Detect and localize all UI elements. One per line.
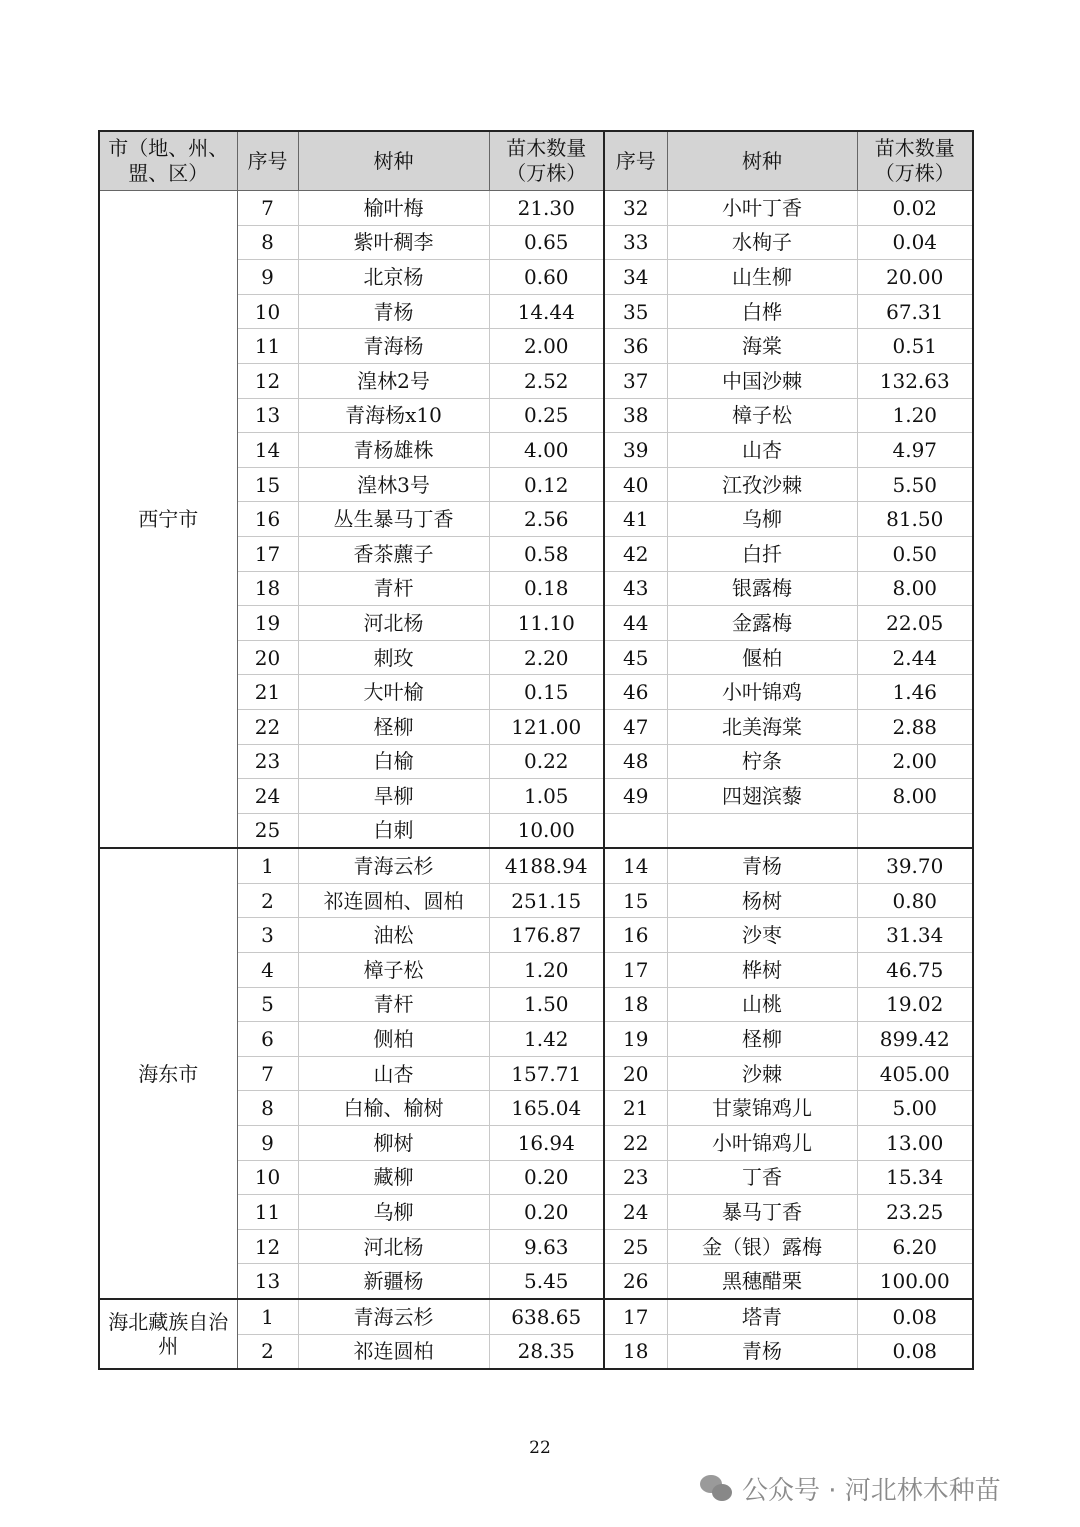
qty-cell-right: 0.02 [857, 191, 973, 226]
qty-cell: 14.44 [489, 294, 604, 329]
species-cell-right: 水栒子 [667, 225, 857, 260]
header-seq-2: 序号 [604, 131, 667, 191]
seq-cell: 5 [237, 987, 298, 1022]
qty-cell: 0.18 [489, 571, 604, 606]
seq-cell-right: 18 [604, 1334, 667, 1369]
seq-cell-right: 43 [604, 571, 667, 606]
species-cell-right: 柽柳 [667, 1022, 857, 1057]
seq-cell-right [604, 813, 667, 848]
table-body [99, 191, 973, 1370]
species-cell-right: 白桦 [667, 294, 857, 329]
species-cell: 青海云杉 [298, 848, 489, 883]
species-cell: 祁连圆柏、圆柏 [298, 883, 489, 918]
seq-cell: 20 [237, 640, 298, 675]
seq-cell-right: 25 [604, 1229, 667, 1264]
seq-cell: 25 [237, 813, 298, 848]
qty-cell-right: 0.08 [857, 1299, 973, 1334]
seq-cell: 4 [237, 953, 298, 988]
qty-cell-right: 4.97 [857, 433, 973, 468]
qty-cell-right: 31.34 [857, 918, 973, 953]
species-cell: 青杆 [298, 987, 489, 1022]
seq-cell: 11 [237, 329, 298, 364]
species-cell-right: 暴马丁香 [667, 1195, 857, 1230]
header-qty: 苗木数量（万株） [489, 131, 604, 191]
seq-cell-right: 22 [604, 1126, 667, 1161]
header-seq: 序号 [237, 131, 298, 191]
seq-cell-right: 35 [604, 294, 667, 329]
species-cell: 河北杨 [298, 1229, 489, 1264]
seq-cell-right: 34 [604, 260, 667, 295]
species-cell-right: 中国沙棘 [667, 363, 857, 398]
watermark [700, 1470, 1001, 1507]
qty-cell-right: 19.02 [857, 987, 973, 1022]
header-row [99, 131, 973, 191]
seq-cell: 14 [237, 433, 298, 468]
region-cell: 海东市 [99, 848, 237, 1299]
species-cell: 柳树 [298, 1126, 489, 1161]
species-cell: 白刺 [298, 813, 489, 848]
seq-cell: 19 [237, 606, 298, 641]
qty-cell: 2.52 [489, 363, 604, 398]
qty-cell: 0.20 [489, 1195, 604, 1230]
qty-cell: 4.00 [489, 433, 604, 468]
species-cell-right: 小叶丁香 [667, 191, 857, 226]
seq-cell-right: 19 [604, 1022, 667, 1057]
species-cell: 丛生暴马丁香 [298, 502, 489, 537]
species-cell-right: 山生柳 [667, 260, 857, 295]
table-row [99, 191, 973, 226]
qty-cell: 9.63 [489, 1229, 604, 1264]
seq-cell: 12 [237, 1229, 298, 1264]
qty-cell: 1.20 [489, 953, 604, 988]
qty-cell-right: 899.42 [857, 1022, 973, 1057]
species-cell-right: 山杏 [667, 433, 857, 468]
species-cell-right: 沙枣 [667, 918, 857, 953]
species-cell-right: 青杨 [667, 848, 857, 883]
seq-cell: 8 [237, 1091, 298, 1126]
seq-cell: 12 [237, 363, 298, 398]
qty-cell-right: 8.00 [857, 571, 973, 606]
seq-cell-right: 17 [604, 1299, 667, 1334]
header-species: 树种 [298, 131, 489, 191]
qty-cell: 121.00 [489, 709, 604, 744]
qty-cell: 1.42 [489, 1022, 604, 1057]
seq-cell-right: 15 [604, 883, 667, 918]
qty-cell: 0.65 [489, 225, 604, 260]
species-cell: 青海云杉 [298, 1299, 489, 1334]
seq-cell: 3 [237, 918, 298, 953]
species-cell-right: 桦树 [667, 953, 857, 988]
species-cell: 青海杨 [298, 329, 489, 364]
qty-cell: 2.56 [489, 502, 604, 537]
seq-cell: 9 [237, 260, 298, 295]
qty-cell-right: 5.00 [857, 1091, 973, 1126]
species-cell: 青海杨x10 [298, 398, 489, 433]
qty-cell: 10.00 [489, 813, 604, 848]
qty-cell: 28.35 [489, 1334, 604, 1369]
species-cell-right: 银露梅 [667, 571, 857, 606]
qty-cell-right: 6.20 [857, 1229, 973, 1264]
qty-cell-right: 1.46 [857, 675, 973, 710]
qty-cell-right: 0.04 [857, 225, 973, 260]
qty-cell-right: 39.70 [857, 848, 973, 883]
seq-cell-right: 26 [604, 1264, 667, 1299]
seq-cell-right: 16 [604, 918, 667, 953]
seq-cell: 7 [237, 191, 298, 226]
species-cell-right: 金（银）露梅 [667, 1229, 857, 1264]
species-cell: 大叶榆 [298, 675, 489, 710]
seq-cell: 13 [237, 1264, 298, 1299]
species-cell: 河北杨 [298, 606, 489, 641]
qty-cell-right: 132.63 [857, 363, 973, 398]
species-cell-right: 小叶锦鸡儿 [667, 1126, 857, 1161]
species-cell-right: 甘蒙锦鸡儿 [667, 1091, 857, 1126]
qty-cell: 1.50 [489, 987, 604, 1022]
species-cell: 湟林2号 [298, 363, 489, 398]
seq-cell-right: 14 [604, 848, 667, 883]
region-cell: 海北藏族自治州 [99, 1299, 237, 1369]
seq-cell: 10 [237, 294, 298, 329]
qty-cell-right: 100.00 [857, 1264, 973, 1299]
species-cell: 青杆 [298, 571, 489, 606]
seq-cell: 15 [237, 467, 298, 502]
qty-cell-right: 13.00 [857, 1126, 973, 1161]
qty-cell-right: 22.05 [857, 606, 973, 641]
region-cell: 西宁市 [99, 191, 237, 849]
qty-cell-right: 67.31 [857, 294, 973, 329]
species-cell: 青杨 [298, 294, 489, 329]
qty-cell: 21.30 [489, 191, 604, 226]
seq-cell-right: 33 [604, 225, 667, 260]
species-cell: 藏柳 [298, 1160, 489, 1195]
qty-cell: 4188.94 [489, 848, 604, 883]
species-cell-right: 北美海棠 [667, 709, 857, 744]
species-cell: 刺玫 [298, 640, 489, 675]
species-cell: 紫叶稠李 [298, 225, 489, 260]
qty-cell-right: 20.00 [857, 260, 973, 295]
qty-cell-right: 15.34 [857, 1160, 973, 1195]
seq-cell: 10 [237, 1160, 298, 1195]
qty-cell-right: 23.25 [857, 1195, 973, 1230]
seq-cell: 13 [237, 398, 298, 433]
species-cell-right: 小叶锦鸡 [667, 675, 857, 710]
species-cell-right: 沙棘 [667, 1056, 857, 1091]
seq-cell: 1 [237, 848, 298, 883]
species-cell-right: 偃柏 [667, 640, 857, 675]
qty-cell-right: 2.00 [857, 744, 973, 779]
seq-cell-right: 48 [604, 744, 667, 779]
seq-cell-right: 47 [604, 709, 667, 744]
seq-cell-right: 37 [604, 363, 667, 398]
seq-cell: 21 [237, 675, 298, 710]
qty-cell: 0.60 [489, 260, 604, 295]
species-cell: 新疆杨 [298, 1264, 489, 1299]
qty-cell: 251.15 [489, 883, 604, 918]
seq-cell-right: 32 [604, 191, 667, 226]
qty-cell: 638.65 [489, 1299, 604, 1334]
species-cell-right: 樟子松 [667, 398, 857, 433]
species-cell: 白榆、榆树 [298, 1091, 489, 1126]
species-cell: 油松 [298, 918, 489, 953]
qty-cell: 0.15 [489, 675, 604, 710]
species-cell: 柽柳 [298, 709, 489, 744]
species-cell: 北京杨 [298, 260, 489, 295]
seq-cell: 2 [237, 1334, 298, 1369]
seq-cell-right: 18 [604, 987, 667, 1022]
species-cell-right: 金露梅 [667, 606, 857, 641]
seq-cell-right: 21 [604, 1091, 667, 1126]
qty-cell-right: 46.75 [857, 953, 973, 988]
wechat-icon [700, 1475, 734, 1503]
qty-cell-right: 2.44 [857, 640, 973, 675]
qty-cell: 0.20 [489, 1160, 604, 1195]
seq-cell: 7 [237, 1056, 298, 1091]
species-cell: 樟子松 [298, 953, 489, 988]
qty-cell: 0.22 [489, 744, 604, 779]
species-cell: 山杏 [298, 1056, 489, 1091]
seq-cell: 16 [237, 502, 298, 537]
qty-cell-right [857, 813, 973, 848]
seq-cell-right: 24 [604, 1195, 667, 1230]
qty-cell: 2.00 [489, 329, 604, 364]
qty-cell-right: 8.00 [857, 779, 973, 814]
seq-cell-right: 40 [604, 467, 667, 502]
species-cell-right: 青杨 [667, 1334, 857, 1369]
qty-cell: 1.05 [489, 779, 604, 814]
qty-cell-right: 81.50 [857, 502, 973, 537]
seq-cell-right: 44 [604, 606, 667, 641]
seq-cell: 23 [237, 744, 298, 779]
species-cell: 白榆 [298, 744, 489, 779]
qty-cell: 0.58 [489, 536, 604, 571]
qty-cell: 16.94 [489, 1126, 604, 1161]
qty-cell: 0.25 [489, 398, 604, 433]
species-cell-right: 柠条 [667, 744, 857, 779]
seq-cell-right: 42 [604, 536, 667, 571]
qty-cell-right: 0.80 [857, 883, 973, 918]
seq-cell-right: 38 [604, 398, 667, 433]
seq-cell: 24 [237, 779, 298, 814]
species-cell-right [667, 813, 857, 848]
seq-cell-right: 20 [604, 1056, 667, 1091]
species-cell: 祁连圆柏 [298, 1334, 489, 1369]
species-cell: 青杨雄株 [298, 433, 489, 468]
seq-cell: 18 [237, 571, 298, 606]
qty-cell-right: 0.50 [857, 536, 973, 571]
seq-cell-right: 46 [604, 675, 667, 710]
qty-cell-right: 405.00 [857, 1056, 973, 1091]
seq-cell-right: 45 [604, 640, 667, 675]
species-cell: 榆叶梅 [298, 191, 489, 226]
qty-cell: 5.45 [489, 1264, 604, 1299]
qty-cell: 0.12 [489, 467, 604, 502]
header-qty-2: 苗木数量（万株） [857, 131, 973, 191]
seq-cell-right: 49 [604, 779, 667, 814]
table-row [99, 848, 973, 883]
qty-cell: 2.20 [489, 640, 604, 675]
seq-cell-right: 39 [604, 433, 667, 468]
seq-cell: 11 [237, 1195, 298, 1230]
species-cell: 侧柏 [298, 1022, 489, 1057]
header-region: 市（地、州、盟、区） [99, 131, 237, 191]
seq-cell: 22 [237, 709, 298, 744]
seq-cell: 2 [237, 883, 298, 918]
watermark-text: 公众号 · 河北林木种苗 [742, 1476, 1001, 1506]
seq-cell: 17 [237, 536, 298, 571]
seedling-table [98, 130, 974, 1370]
qty-cell: 157.71 [489, 1056, 604, 1091]
qty-cell-right: 0.51 [857, 329, 973, 364]
species-cell-right: 白扦 [667, 536, 857, 571]
seq-cell-right: 41 [604, 502, 667, 537]
species-cell: 湟林3号 [298, 467, 489, 502]
species-cell-right: 山桃 [667, 987, 857, 1022]
species-cell: 乌柳 [298, 1195, 489, 1230]
species-cell-right: 四翅滨藜 [667, 779, 857, 814]
species-cell: 旱柳 [298, 779, 489, 814]
species-cell-right: 黑穗醋栗 [667, 1264, 857, 1299]
species-cell-right: 海棠 [667, 329, 857, 364]
seq-cell-right: 17 [604, 953, 667, 988]
qty-cell: 165.04 [489, 1091, 604, 1126]
seq-cell: 8 [237, 225, 298, 260]
header-species-2: 树种 [667, 131, 857, 191]
seq-cell: 1 [237, 1299, 298, 1334]
qty-cell: 11.10 [489, 606, 604, 641]
seq-cell: 9 [237, 1126, 298, 1161]
seq-cell-right: 23 [604, 1160, 667, 1195]
species-cell-right: 杨树 [667, 883, 857, 918]
seq-cell: 6 [237, 1022, 298, 1057]
species-cell-right: 江孜沙棘 [667, 467, 857, 502]
qty-cell-right: 0.08 [857, 1334, 973, 1369]
species-cell-right: 丁香 [667, 1160, 857, 1195]
qty-cell-right: 5.50 [857, 467, 973, 502]
species-cell-right: 塔青 [667, 1299, 857, 1334]
qty-cell: 176.87 [489, 918, 604, 953]
species-cell-right: 乌柳 [667, 502, 857, 537]
seq-cell-right: 36 [604, 329, 667, 364]
qty-cell-right: 2.88 [857, 709, 973, 744]
table-row [99, 1299, 973, 1334]
qty-cell-right: 1.20 [857, 398, 973, 433]
species-cell: 香茶藨子 [298, 536, 489, 571]
page-number: 22 [529, 1438, 551, 1458]
